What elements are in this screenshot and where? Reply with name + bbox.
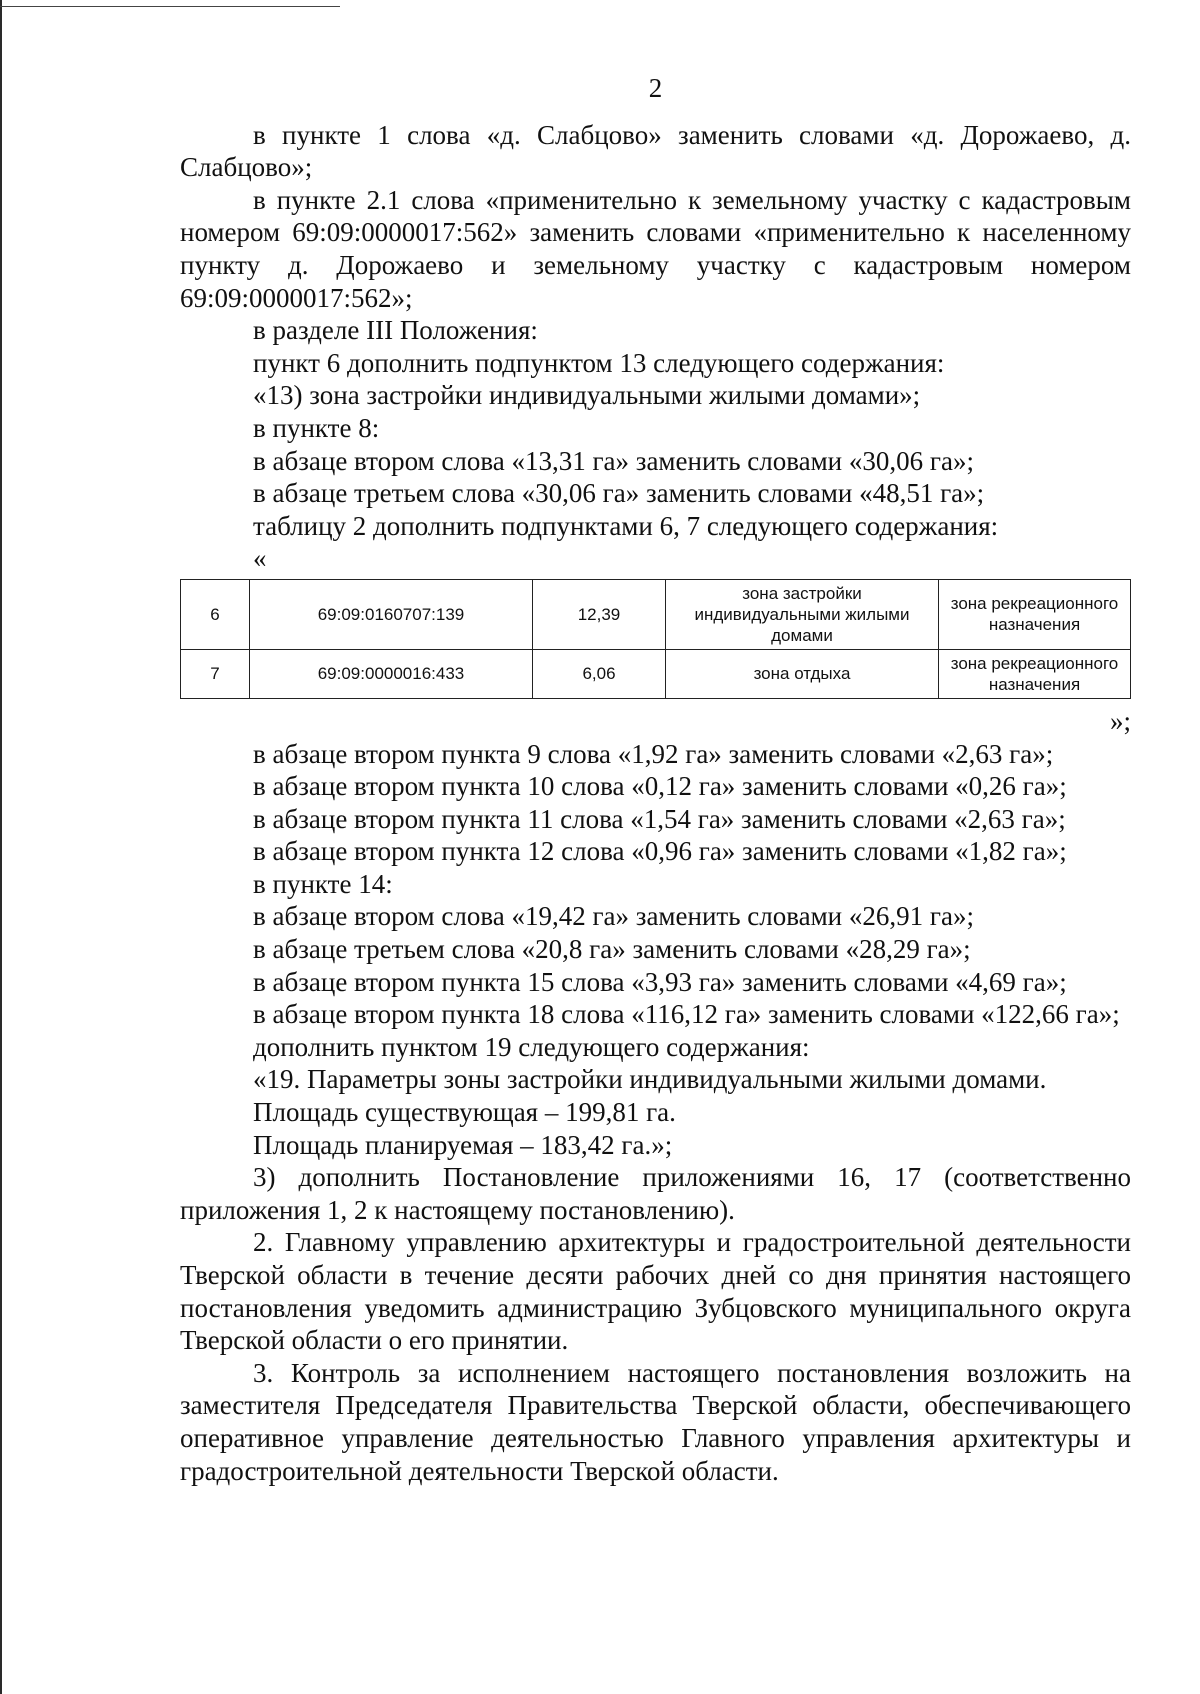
table-cell-number: 6 [181,579,250,649]
paragraph: Площадь существующая – 199,81 га. [253,1097,676,1128]
paragraph: «13) зона застройки индивидуальными жилыми домами»; [253,380,921,411]
paragraph: 3. Контроль за исполнением настоящего постановления возложить на заместителя Председателя Правительства Тверской области, обеспечивающего оперативное управление деятельностью Главного управления архитектуры и градостроительной деятельности Тверской области. [180,1357,1131,1486]
table-cell-cadastral: 69:09:0000016:433 [250,649,533,698]
paragraph: в абзаце втором слова «19,42 га» заменить словами «26,91 га»; [253,901,974,932]
table-cell-zone-to: зона рекреационного назначения [939,579,1131,649]
paragraph: Площадь планируемая – 183,42 га.»; [253,1129,673,1160]
paragraph: в пункте 2.1 слова «применительно к земельному участку с кадастровым номером 69:09:0000017:562» заменить словами «применительно к населенному пункту д. Дорожаево и земельному участку с кадастровым номером 69:09:0000017:562»; [180,184,1131,313]
scan-left-edge [0,0,2,1694]
paragraph: в абзаце третьем слова «30,06 га» заменить словами «48,51 га»; [253,478,985,509]
table-row [181,649,1131,698]
zones-table [180,579,1131,699]
paragraph: 3) дополнить Постановление приложениями 16, 17 (соответственно приложения 1, 2 к настоящему постановлению). [180,1162,1131,1225]
scan-top-rule [0,6,340,7]
table-cell-zone-from: зона отдыха [666,649,939,698]
table-cell-zone-to: зона рекреационного назначения [939,649,1131,698]
paragraph: в абзаце втором пункта 12 слова «0,96 га» заменить словами «1,82 га»; [253,836,1067,867]
paragraph: в пункте 14: [253,868,393,899]
paragraph: в абзаце втором пункта 10 слова «0,12 га» заменить словами «0,26 га»; [253,771,1067,802]
opening-quote: « [253,543,267,574]
table-cell-area: 12,39 [533,579,666,649]
page-number: 2 [648,73,663,103]
paragraph: в абзаце втором слова «13,31 га» заменить словами «30,06 га»; [253,445,974,476]
table-cell-number: 7 [181,649,250,698]
paragraph: 2. Главному управлению архитектуры и градостроительной деятельности Тверской области в течение десяти рабочих дней со дня принятия настоящего постановления уведомить администрацию Зубцовского муниципального округа Тверской области о его принятии. [180,1227,1131,1356]
paragraph: в пункте 8: [253,412,380,443]
paragraph: пункт 6 дополнить подпунктом 13 следующего содержания: [253,347,945,378]
paragraph: в абзаце втором пункта 11 слова «1,54 га» заменить словами «2,63 га»; [253,803,1066,834]
paragraph: в абзаце втором пункта 18 слова «116,12 га» заменить словами «122,66 га»; [253,999,1120,1030]
paragraph: в абзаце втором пункта 9 слова «1,92 га» заменить словами «2,63 га»; [253,738,1054,769]
document-page [180,60,1131,1487]
table-row [181,579,1131,649]
table-cell-area: 6,06 [533,649,666,698]
paragraph: в абзаце втором пункта 15 слова «3,93 га» заменить словами «4,69 га»; [253,966,1067,997]
paragraph: в разделе III Положения: [253,315,538,346]
table-cell-cadastral: 69:09:0160707:139 [250,579,533,649]
closing-quote: »; [1109,705,1131,736]
paragraph: «19. Параметры зоны застройки индивидуальными жилыми домами. [253,1064,1047,1095]
paragraph: дополнить пунктом 19 следующего содержания: [253,1031,810,1062]
paragraph: таблицу 2 дополнить подпунктами 6, 7 следующего содержания: [253,510,999,541]
paragraph: в абзаце третьем слова «20,8 га» заменить словами «28,29 га»; [253,934,971,965]
paragraph: в пункте 1 слова «д. Слабцово» заменить словами «д. Дорожаево, д. Слабцово»; [180,119,1131,183]
table-cell-zone-from: зона застройки индивидуальными жилыми домами [666,579,939,649]
